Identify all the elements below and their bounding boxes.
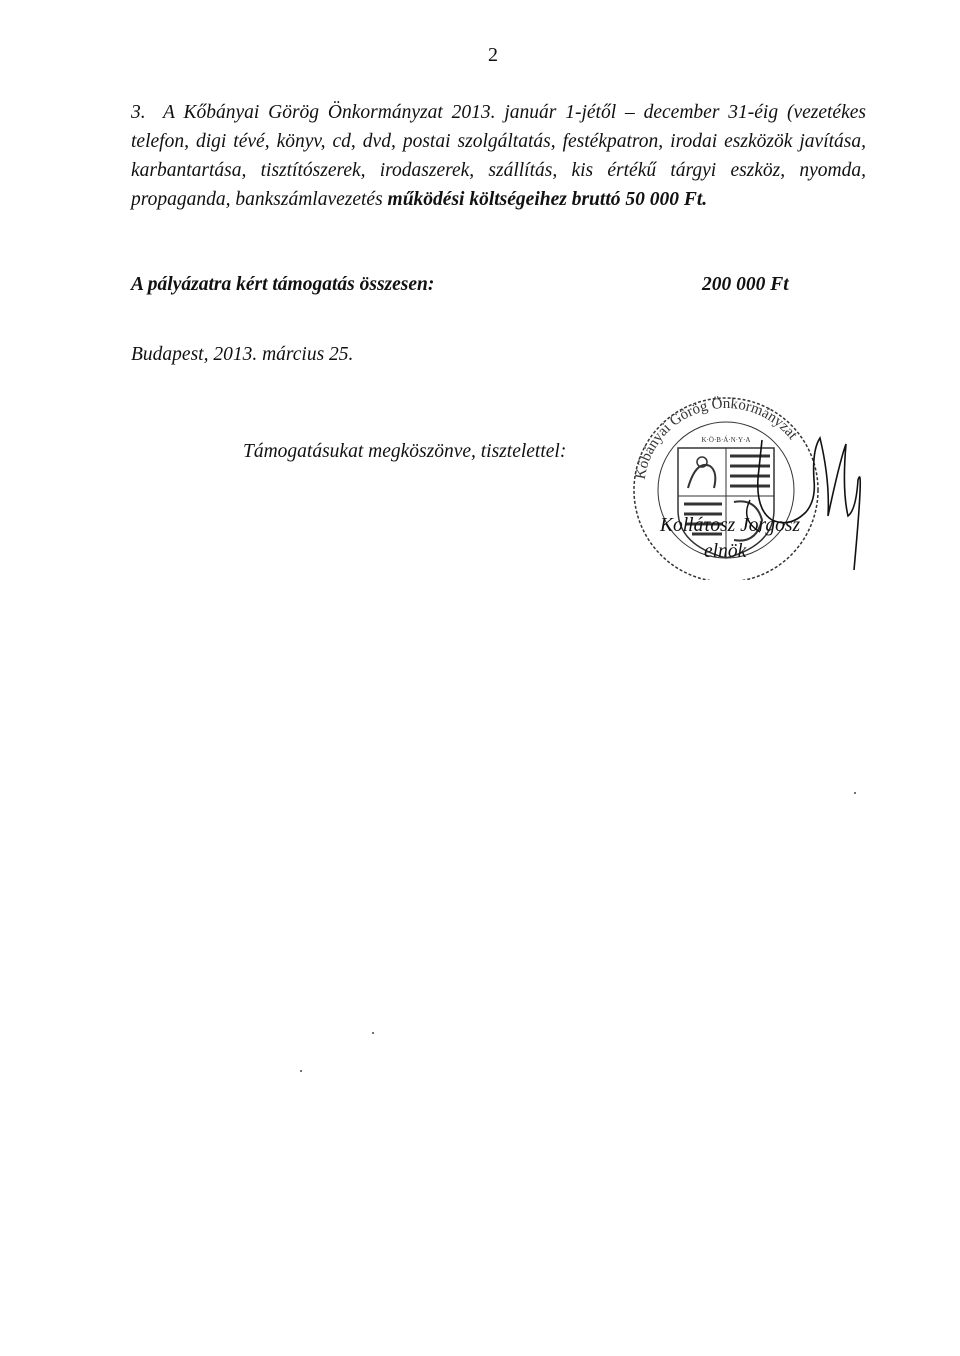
signatory-name: Kolláτosz Jorgosz <box>660 515 801 536</box>
item-text-bold: működési költségeihez bruttó 50 000 Ft. <box>387 189 708 210</box>
page-number: 2 <box>488 44 498 66</box>
scan-speck <box>300 1070 302 1072</box>
item-text: A Kőbányai Görög Önkormányzat 2013. január 1-jétől – december 31-éig (vezetékes telefon, digi tévé, könyv, cd, dvd, postai szolgáltatás, festékpatron, irodai eszközök javítása, karbantartása, tisztítószerek, irodaszerek, szállítás, kis értékű tárgyi eszköz, nyomda, propaganda, bankszámlavezetés <box>131 102 866 210</box>
signatory-title: elnök <box>704 541 747 562</box>
stamp-inner-text: K·Ö·B·Á·N·Y·A <box>701 436 751 444</box>
scan-speck <box>372 1032 374 1034</box>
budget-item-paragraph <box>131 98 866 214</box>
total-value: 200 000 Ft <box>702 274 789 295</box>
scan-speck <box>854 792 856 794</box>
item-number: 3. <box>131 102 146 123</box>
closing-line: Támogatásukat megköszönve, tisztelettel: <box>243 441 567 462</box>
handwritten-signature <box>720 420 870 570</box>
place-date: Budapest, 2013. március 25. <box>131 344 354 365</box>
stamp-text: Kőbányai Görög Önkormányzat <box>632 395 801 481</box>
total-label: A pályázatra kért támogatás összesen: <box>131 274 435 295</box>
